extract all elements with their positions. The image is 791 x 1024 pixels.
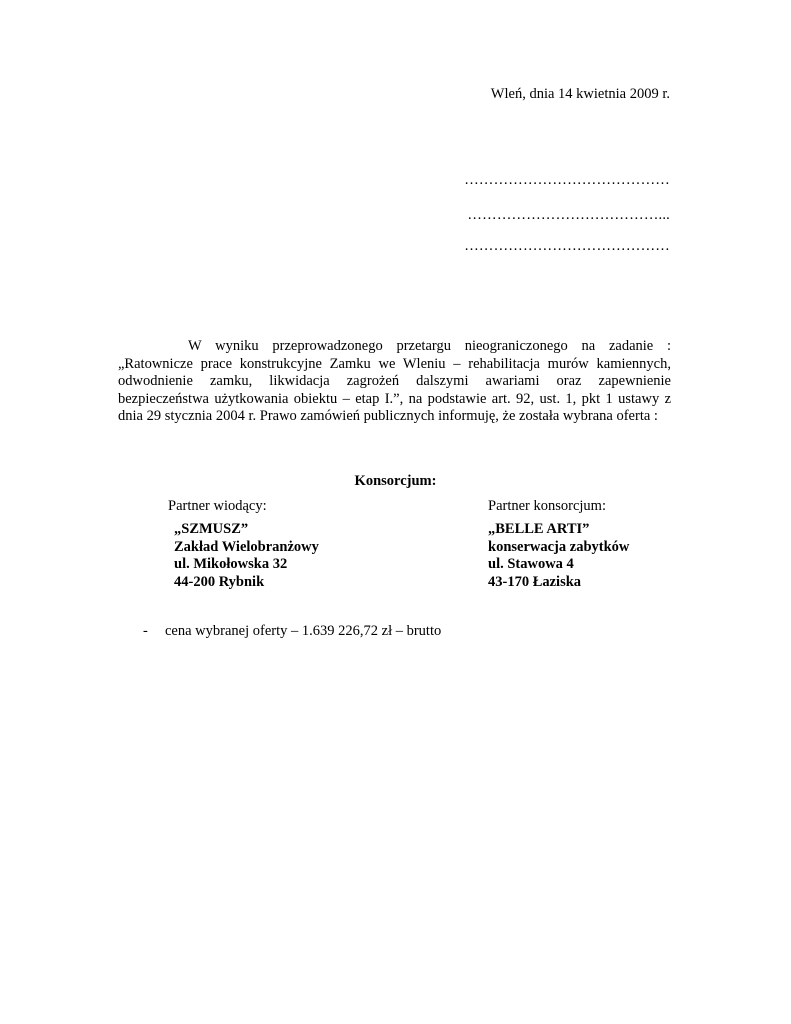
recipient-line-1: …………………………………… — [464, 172, 670, 188]
recipient-line-2: …………………………………... — [467, 207, 670, 223]
consortium-partner-city: 43-170 Łaziska — [488, 573, 582, 590]
consortium-partner-name: „BELLE ARTI” — [488, 521, 590, 537]
body-line: „Ratownicze prace konstrukcyjne Zamku we Wleniu – rehabilitacja murów kamiennych, — [118, 355, 671, 372]
body-line: bezpieczeństwa użytkowania obiektu – etap I.”, na podstawie art. 92, ust. 1, pkt 1 ustawy z — [118, 390, 671, 407]
bullet-dash: - — [143, 623, 148, 639]
consortium-heading: Konsorcjum: — [354, 473, 437, 489]
lead-partner-company: Zakład Wielobranżowy — [174, 538, 319, 555]
lead-partner-city: 44-200 Rybnik — [174, 573, 265, 590]
price-item — [143, 623, 441, 640]
lead-partner-name: „SZMUSZ” — [174, 521, 249, 537]
lead-partner-label: Partner wiodący: — [168, 498, 267, 514]
price-text: cena wybranej oferty – 1.639 226,72 zł – brutto — [165, 623, 442, 639]
recipient-line-3: …………………………………… — [464, 238, 670, 254]
body-line: dnia 29 stycznia 2004 r. Prawo zamówień publicznych informuję, że została wybrana oferta : — [118, 408, 658, 425]
lead-partner-address — [174, 521, 319, 591]
consortium-partner-label: Partner konsorcjum: — [488, 498, 606, 514]
place-and-date: Wleń, dnia 14 kwietnia 2009 r. — [490, 86, 670, 102]
consortium-partner-company: konserwacja zabytków — [488, 538, 630, 555]
body-line: odwodnienie zamku, likwidacja zagrożeń dalszymi awariami oraz zapewnienie — [118, 373, 671, 390]
lead-partner-street: ul. Mikołowska 32 — [174, 556, 288, 572]
consortium-partner-address — [488, 521, 629, 591]
body-line: W wyniku przeprowadzonego przetargu nieograniczonego na zadanie : — [188, 338, 671, 354]
body-paragraph — [118, 338, 671, 426]
consortium-partner-street: ul. Stawowa 4 — [488, 556, 574, 572]
